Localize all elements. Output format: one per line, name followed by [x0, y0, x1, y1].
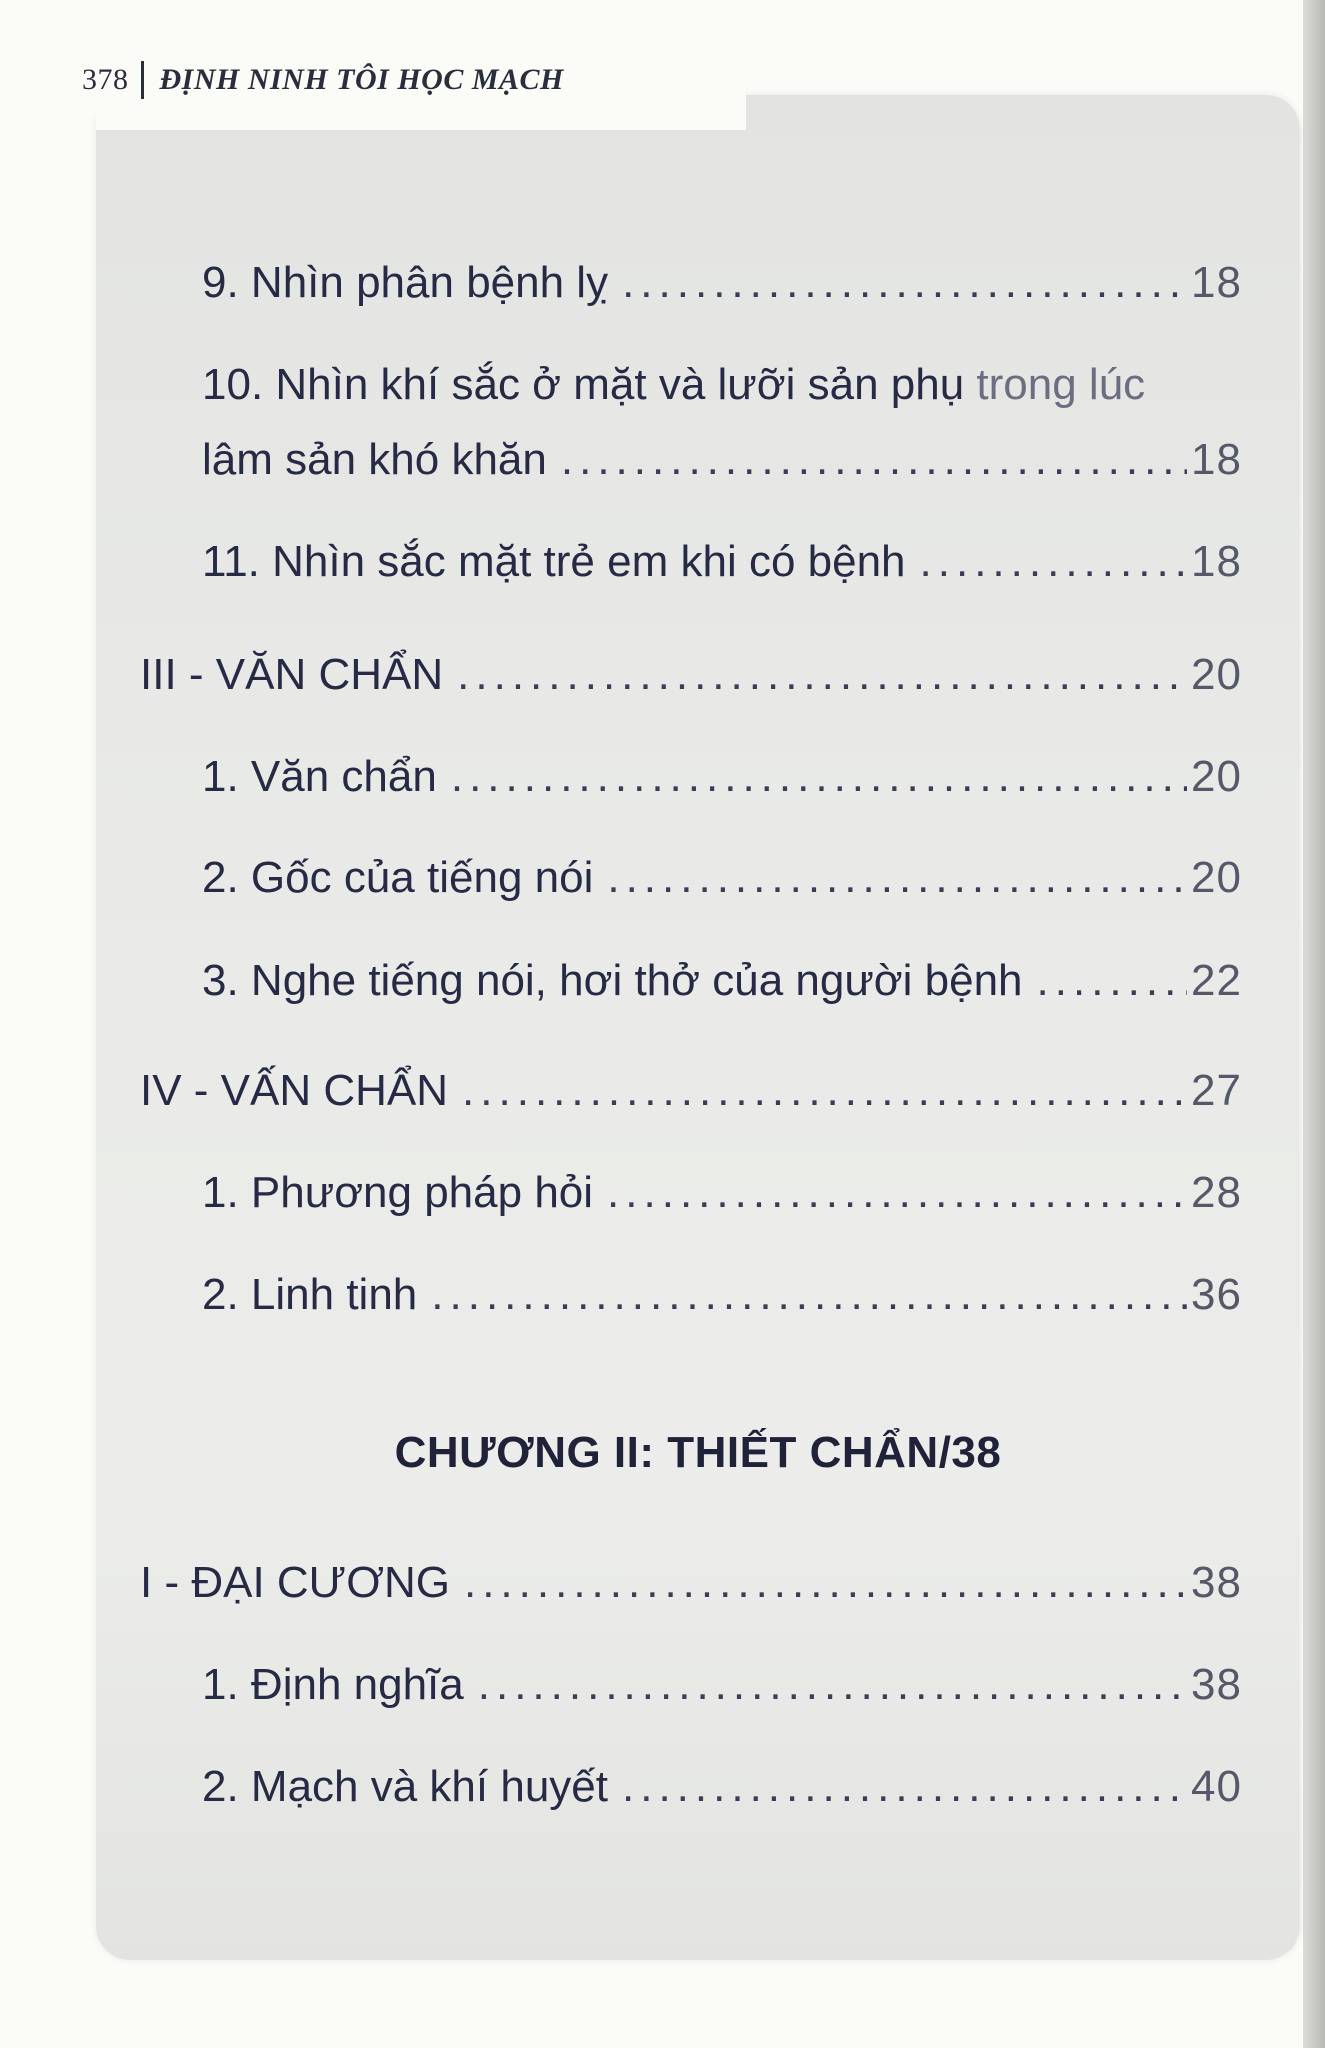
toc-section-label: IV - VẤN CHẨN [140, 1066, 449, 1115]
leader-dots [451, 752, 1187, 802]
toc-section-4[interactable] [140, 1066, 1242, 1116]
book-title: ĐỊNH NINH TÔI HỌC MẠCH [159, 63, 564, 96]
toc-entry-page: 20 [1191, 853, 1242, 902]
leader-dots [920, 537, 1188, 587]
toc-entry-label: 1. Phương pháp hỏi [202, 1168, 594, 1217]
leader-dots [478, 1660, 1187, 1710]
toc-entry-label: 10. Nhìn khí sắc ở mặt và lưỡi sản phụ [202, 360, 965, 409]
leader-dots [561, 435, 1187, 485]
leader-dots [607, 853, 1187, 903]
toc-entry-page: 38 [1191, 1558, 1242, 1607]
toc-entry-label: 1. Văn chẩn [202, 752, 437, 801]
toc-entry[interactable] [202, 956, 1242, 1006]
leader-dots [431, 1270, 1187, 1320]
toc-section-label: I - ĐẠI CƯƠNG [140, 1558, 450, 1607]
toc-entry-label: 2. Linh tinh [202, 1270, 418, 1319]
toc-entry-page: 18 [1191, 537, 1242, 586]
running-header [82, 50, 564, 110]
toc-entry-label: 3. Nghe tiếng nói, hơi thở của người bệnh [202, 956, 1023, 1005]
header-divider [141, 61, 144, 99]
chapter-heading[interactable]: CHƯƠNG II: THIẾT CHẨN/38 [394, 1428, 1002, 1477]
toc-entry-label: 2. Mạch và khí huyết [202, 1762, 608, 1811]
leader-dots [622, 258, 1187, 308]
toc-entry-page: 38 [1191, 1660, 1242, 1709]
leader-dots [622, 1762, 1187, 1812]
toc-entry-9[interactable] [202, 258, 1242, 308]
toc-entry-page: 36 [1191, 1270, 1242, 1319]
leader-dots [462, 1066, 1187, 1116]
toc-entry-label: lâm sản khó khăn [202, 435, 547, 484]
toc-entry-page: 40 [1191, 1762, 1242, 1811]
toc-entry[interactable] [202, 1168, 1242, 1218]
page-edge [1303, 0, 1325, 2048]
toc-entry-page: 28 [1191, 1168, 1242, 1217]
toc-entry-page: 27 [1191, 1066, 1242, 1115]
toc-entry-page: 22 [1191, 956, 1242, 1005]
toc-entry-page: 18 [1191, 258, 1242, 307]
toc-entry[interactable] [202, 752, 1242, 802]
leader-dots [607, 1168, 1187, 1218]
toc-entry-label: 1. Định nghĩa [202, 1660, 464, 1709]
toc-entry[interactable] [202, 1660, 1242, 1710]
toc-entry-11[interactable] [202, 537, 1242, 587]
toc-entry-page: 20 [1191, 650, 1242, 699]
toc-section-1[interactable] [140, 1558, 1242, 1608]
toc-section-3[interactable] [140, 650, 1242, 700]
toc-entry-label: 11. Nhìn sắc mặt trẻ em khi có bệnh [202, 537, 906, 586]
toc-entry[interactable] [202, 1270, 1242, 1320]
toc-entry-page: 18 [1191, 435, 1242, 484]
leader-dots [1037, 956, 1188, 1006]
page-number: 378 [82, 63, 129, 96]
toc-entry-label: 2. Gốc của tiếng nói [202, 853, 594, 902]
leader-dots [457, 650, 1187, 700]
toc-entry-label: 9. Nhìn phân bệnh lỵ [202, 258, 609, 307]
toc-entry-page: 20 [1191, 752, 1242, 801]
toc-entry-10-line2[interactable] [202, 435, 1242, 485]
toc-entry-10-line1[interactable] [202, 360, 1145, 410]
toc-entry[interactable] [202, 1762, 1242, 1812]
toc-section-label: III - VĂN CHẨN [140, 650, 444, 699]
toc-entry-label-faded: trong lúc [964, 360, 1146, 409]
toc-entry[interactable] [202, 853, 1242, 903]
leader-dots [464, 1558, 1187, 1608]
